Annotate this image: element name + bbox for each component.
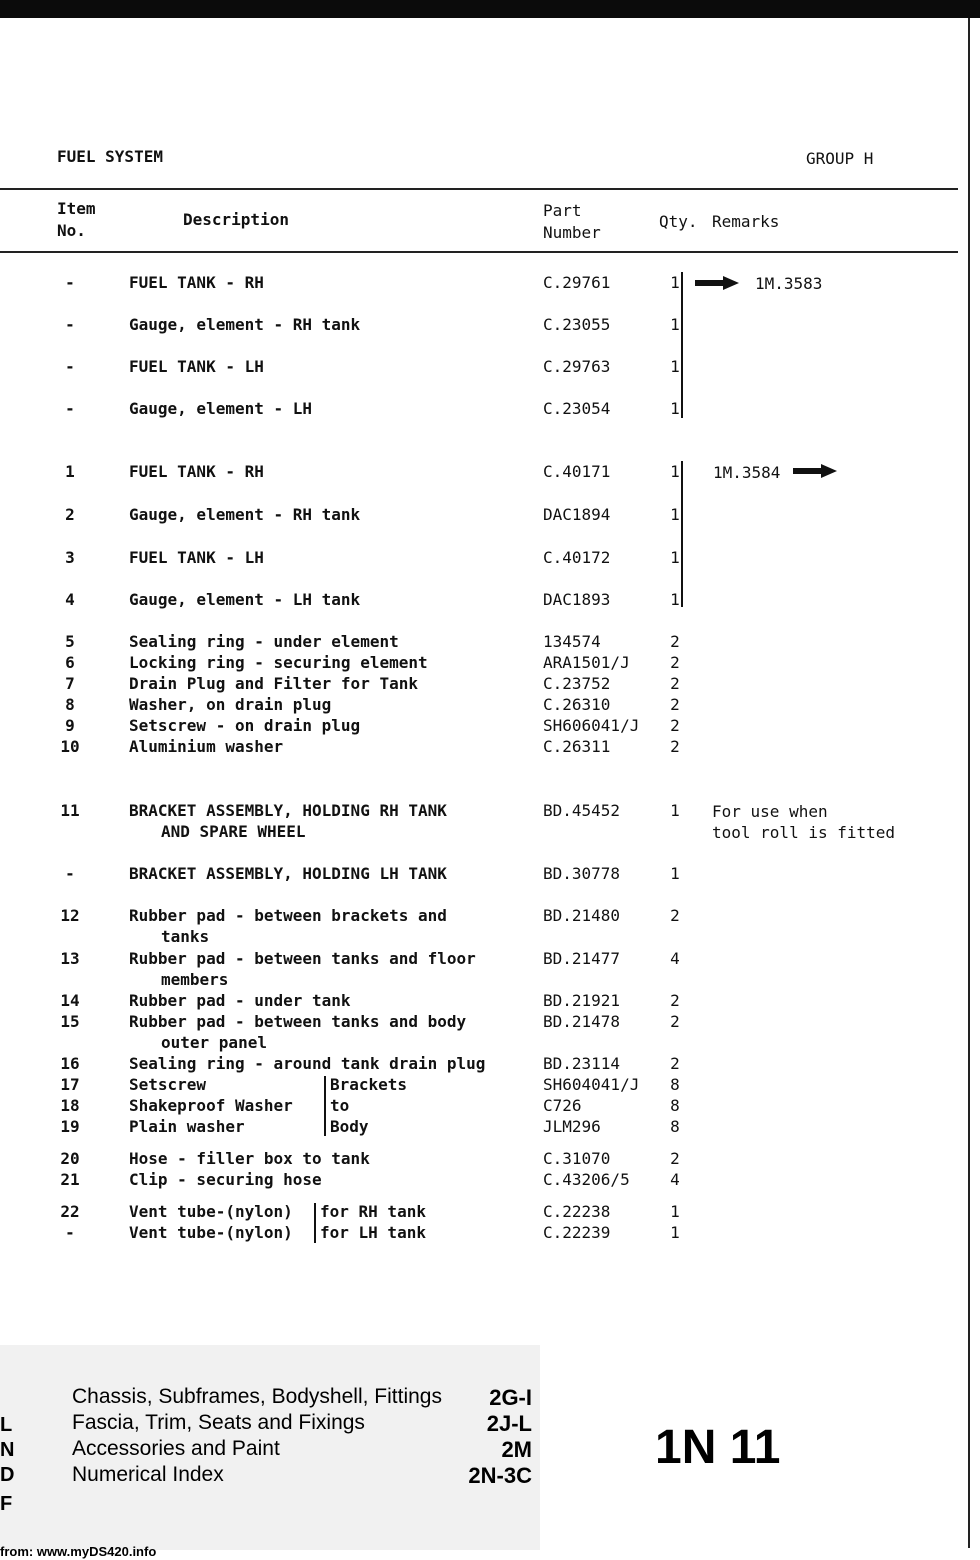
item-number: 18: [60, 1096, 80, 1115]
quantity: 1: [670, 801, 680, 820]
item-number: 10: [60, 737, 80, 756]
item-description-cont: AND SPARE WHEEL: [161, 822, 306, 841]
section-index-code: 2M: [501, 1437, 532, 1462]
item-description-cont: tanks: [161, 927, 210, 946]
edge-letter: N: [0, 1439, 15, 1461]
item-description: Aluminium washer: [129, 737, 284, 756]
quantity: 2: [670, 716, 680, 735]
col-qty-header: Qty.: [659, 212, 698, 231]
item-description-side: to: [330, 1096, 350, 1115]
item-description: Gauge, element - RH tank: [129, 505, 361, 524]
col-item-line2: No.: [57, 221, 86, 240]
quantity: 2: [670, 906, 680, 925]
item-description-cont: outer panel: [161, 1033, 267, 1052]
item-number: -: [65, 864, 75, 883]
item-number: 14: [60, 991, 80, 1010]
quantity: 2: [670, 737, 680, 756]
edge-letter: F: [0, 1493, 13, 1515]
part-number: C.29763: [543, 357, 611, 376]
part-number: C.29761: [543, 273, 611, 292]
part-number: SH604041/J: [543, 1075, 640, 1094]
part-number: DAC1893: [543, 590, 611, 609]
col-item-header: [57, 198, 96, 242]
quantity: 1: [670, 864, 680, 883]
edge-letter: D: [0, 1464, 15, 1486]
source-credit: from: www.myDS420.info: [0, 1544, 157, 1559]
quantity: 1: [670, 315, 680, 334]
section-index-label: Fascia, Trim, Seats and Fixings: [72, 1411, 365, 1434]
item-description-side: for LH tank: [320, 1223, 426, 1242]
arrow-right-icon: [793, 464, 837, 478]
col-part-line1: Part: [543, 201, 582, 220]
item-number: -: [65, 357, 75, 376]
item-description: FUEL TANK - LH: [129, 357, 264, 376]
quantity: 2: [670, 1054, 680, 1073]
item-description: Sealing ring - under element: [129, 632, 399, 651]
item-number: 8: [65, 695, 75, 714]
edge-letter: L: [0, 1414, 13, 1436]
item-number: 22: [60, 1202, 80, 1221]
item-description: Setscrew: [129, 1075, 207, 1094]
item-description: Rubber pad - between tanks and floor: [129, 949, 476, 968]
part-number: C.22239: [543, 1223, 611, 1242]
quantity: 1: [670, 1202, 680, 1221]
quantity: 1: [670, 1223, 680, 1242]
part-number: SH606041/J: [543, 716, 640, 735]
col-part-line2: Number: [543, 223, 601, 242]
part-number: C.23055: [543, 315, 611, 334]
remark-up-to-serial: 1M.3583: [755, 274, 823, 293]
quantity: 2: [670, 632, 680, 651]
item-number: 2: [65, 505, 75, 524]
section-index-label: Numerical Index: [72, 1463, 224, 1486]
header-rule-bottom: [0, 251, 958, 253]
part-number: 134574: [543, 632, 601, 651]
item-number: 1: [65, 462, 75, 481]
item-number: 17: [60, 1075, 80, 1094]
section-index-label: Chassis, Subframes, Bodyshell, Fittings: [72, 1385, 442, 1408]
item-description: Gauge, element - LH: [129, 399, 313, 418]
arrow-right-icon: [695, 276, 739, 290]
part-number: ARA1501/J: [543, 653, 630, 672]
part-number: C.26310: [543, 695, 611, 714]
quantity: 4: [670, 949, 680, 968]
item-description: Vent tube-(nylon): [129, 1223, 293, 1242]
part-number: BD.21921: [543, 991, 621, 1010]
item-number: 3: [65, 548, 75, 567]
item-number: 9: [65, 716, 75, 735]
item-number: 5: [65, 632, 75, 651]
col-part-header: [543, 200, 601, 244]
item-description-cont: members: [161, 970, 229, 989]
quantity: 1: [670, 399, 680, 418]
remark-tool-roll-line2: tool roll is fitted: [712, 823, 896, 842]
page-title: FUEL SYSTEM: [57, 147, 163, 166]
item-description: BRACKET ASSEMBLY, HOLDING LH TANK: [129, 864, 447, 883]
part-number: BD.21477: [543, 949, 621, 968]
item-description: Gauge, element - RH tank: [129, 315, 361, 334]
item-description-side: Brackets: [330, 1075, 408, 1094]
part-number: JLM296: [543, 1117, 601, 1136]
item-description: Shakeproof Washer: [129, 1096, 293, 1115]
item-number: 12: [60, 906, 80, 925]
section-index-code: 2G-I: [489, 1385, 532, 1410]
header-rule-top: [0, 188, 958, 190]
item-number: 7: [65, 674, 75, 693]
item-number: 4: [65, 590, 75, 609]
part-number: BD.23114: [543, 1054, 621, 1073]
item-description: Sealing ring - around tank drain plug: [129, 1054, 486, 1073]
page-identifier: 1N 11: [655, 1421, 781, 1474]
group-label: GROUP H: [806, 149, 874, 168]
remark-from-serial: 1M.3584: [713, 463, 781, 482]
item-description-side: for RH tank: [320, 1202, 426, 1221]
part-number: DAC1894: [543, 505, 611, 524]
item-description: FUEL TANK - LH: [129, 548, 264, 567]
item-description: Washer, on drain plug: [129, 695, 332, 714]
quantity: 1: [670, 357, 680, 376]
item-number: 19: [60, 1117, 80, 1136]
part-number: C.23054: [543, 399, 611, 418]
quantity: 8: [670, 1117, 680, 1136]
item-description: Locking ring - securing element: [129, 653, 428, 672]
item-number: 6: [65, 653, 75, 672]
quantity: 2: [670, 1012, 680, 1031]
quantity: 1: [670, 273, 680, 292]
part-number: C.40171: [543, 462, 611, 481]
quantity: 8: [670, 1075, 680, 1094]
item-description: Rubber pad - between tanks and body: [129, 1012, 467, 1031]
item-number: -: [65, 273, 75, 292]
item-description: FUEL TANK - RH: [129, 462, 264, 481]
quantity: 2: [670, 653, 680, 672]
item-number: 21: [60, 1170, 80, 1189]
item-description: BRACKET ASSEMBLY, HOLDING RH TANK: [129, 801, 447, 820]
quantity: 1: [670, 462, 680, 481]
quantity: 4: [670, 1170, 680, 1189]
section-index-label: Accessories and Paint: [72, 1437, 280, 1460]
item-number: -: [65, 399, 75, 418]
col-description-header: Description: [183, 210, 289, 229]
item-description: Rubber pad - under tank: [129, 991, 351, 1010]
part-number: BD.45452: [543, 801, 621, 820]
part-number: C.22238: [543, 1202, 611, 1221]
part-number: C.40172: [543, 548, 611, 567]
item-number: 20: [60, 1149, 80, 1168]
item-number: 11: [60, 801, 80, 820]
part-number: C726: [543, 1096, 582, 1115]
quantity: 2: [670, 1149, 680, 1168]
item-description: Hose - filler box to tank: [129, 1149, 370, 1168]
col-item-line1: Item: [57, 199, 96, 218]
quantity: 1: [670, 505, 680, 524]
col-remarks-header: Remarks: [712, 212, 780, 231]
group-bracket-fixings: [324, 1076, 326, 1136]
remark-tool-roll-line1: For use when: [712, 802, 828, 821]
section-index-code: 2J-L: [486, 1411, 532, 1436]
item-number: -: [65, 315, 75, 334]
scan-top-border: [0, 0, 980, 18]
quantity: 2: [670, 695, 680, 714]
item-number: -: [65, 1223, 75, 1242]
quantity: 8: [670, 1096, 680, 1115]
quantity: 2: [670, 674, 680, 693]
part-number: C.26311: [543, 737, 611, 756]
item-description: Rubber pad - between brackets and: [129, 906, 447, 925]
item-number: 15: [60, 1012, 80, 1031]
item-description: Drain Plug and Filter for Tank: [129, 674, 418, 693]
item-number: 16: [60, 1054, 80, 1073]
part-number: C.31070: [543, 1149, 611, 1168]
item-description: FUEL TANK - RH: [129, 273, 264, 292]
item-description: Clip - securing hose: [129, 1170, 322, 1189]
part-number: BD.21480: [543, 906, 621, 925]
scan-right-border: [968, 18, 970, 1548]
quantity: 2: [670, 991, 680, 1010]
part-number: BD.30778: [543, 864, 621, 883]
item-description: Gauge, element - LH tank: [129, 590, 361, 609]
item-description: Vent tube-(nylon): [129, 1202, 293, 1221]
item-description: Setscrew - on drain plug: [129, 716, 361, 735]
item-description-side: Body: [330, 1117, 369, 1136]
quantity: 1: [670, 590, 680, 609]
part-number: BD.21478: [543, 1012, 621, 1031]
part-number: C.23752: [543, 674, 611, 693]
section-index-code: 2N-3C: [468, 1463, 532, 1488]
remark-bracket-from: [681, 461, 683, 607]
item-number: 13: [60, 949, 80, 968]
remark-bracket-up-to: [681, 272, 683, 418]
quantity: 1: [670, 548, 680, 567]
part-number: C.43206/5: [543, 1170, 630, 1189]
item-description: Plain washer: [129, 1117, 245, 1136]
group-bracket-vent: [314, 1203, 316, 1243]
